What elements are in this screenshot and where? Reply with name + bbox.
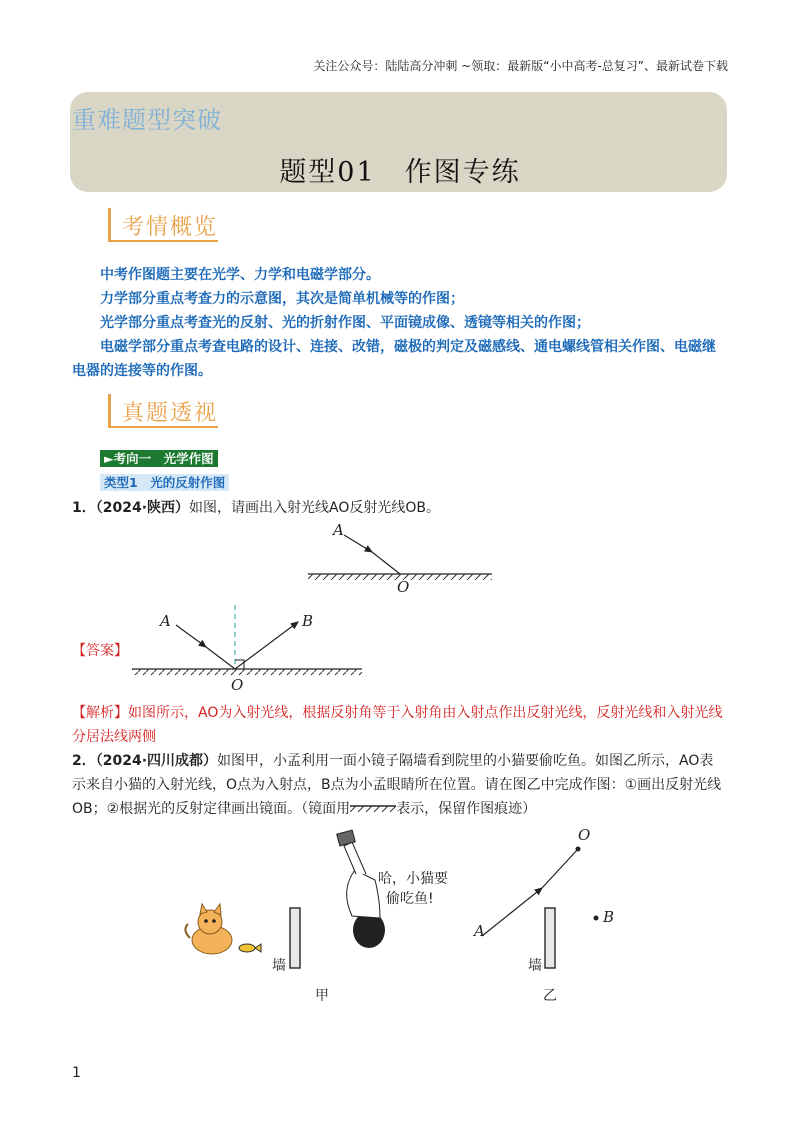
section-title-overview: 考情概览 — [122, 215, 219, 240]
wall-label: 墙 — [528, 958, 542, 974]
question-text: 如图甲，小孟利用一面小镜子隔墙看到院里的小猫要偷吃鱼。如图乙所示，AO表 — [217, 753, 714, 769]
speech-line: 偷吃鱼! — [386, 891, 434, 907]
section-title-real-questions: 真题透视 — [122, 401, 219, 426]
question-text: 示来自小猫的入射光线，O点为入射点，B点为小孟眼睛所在位置。请在图乙中完成作图：①画出反射光线 — [72, 777, 722, 793]
incident-ray-1 — [482, 888, 542, 936]
section-bar — [108, 394, 111, 428]
analysis-label: 【解析】 — [72, 705, 128, 721]
overview-line: 中考作图题主要在光学、力学和电磁学部分。 — [100, 267, 380, 283]
header-note: 关注公众号：陆陆高分冲刺 ~领取：最新版“小中高考-总复习”、最新试卷下载 — [313, 59, 728, 73]
label-O: O — [578, 826, 591, 844]
label-B: B — [603, 908, 615, 926]
mirror-hatch — [132, 669, 362, 675]
incident-ray-1 — [344, 535, 372, 552]
figure-caption: 甲 — [315, 988, 329, 1004]
question-text-part: 表示，保留作图痕迹） — [396, 801, 537, 817]
reflected-ray — [235, 622, 298, 669]
page-number: 1 — [72, 1065, 81, 1081]
wall-yi — [545, 908, 555, 968]
overview-line: 电器的连接等的作图。 — [72, 363, 212, 379]
question-source: （2024·四川成都） — [95, 753, 218, 769]
question-number: 1． — [72, 500, 96, 516]
label-A: A — [474, 922, 485, 940]
mirror-symbol-icon — [350, 804, 396, 814]
fish-icon — [239, 944, 261, 952]
answer-label: 【答案】 — [72, 643, 128, 659]
label-B: B — [302, 612, 314, 630]
page-title: 题型01 作图专练 — [279, 157, 521, 188]
question-source: （2024·陕西） — [95, 500, 190, 516]
incident-ray-2 — [542, 849, 578, 888]
question-number: 2． — [72, 753, 96, 769]
overview-line: 力学部分重点考查力的示意图，其次是简单机械等的作图； — [100, 291, 464, 307]
analysis — [72, 702, 742, 725]
question-text: 如图，请画出入射光线AO反射光线OB。 — [189, 500, 441, 516]
incident-ray-1 — [176, 625, 206, 647]
direction-tag: ►考向一 光学作图 — [100, 450, 218, 467]
question-2 — [72, 750, 742, 773]
analysis-text: 如图所示，AO为入射光线，根据反射角等于入射角由入射点作出反射光线，反射光线和入射光线 — [128, 705, 723, 721]
label-O: O — [397, 578, 410, 596]
figure-caption: 乙 — [543, 988, 557, 1004]
point-O — [576, 847, 581, 852]
section-bar — [108, 208, 111, 242]
label-A: A — [160, 612, 171, 630]
label-A: A — [333, 521, 344, 539]
overview-line: 光学部分重点考查光的反射、光的折射作图、平面镜成像、透镜等相关的作图； — [100, 315, 590, 331]
overview-line: 电磁学部分重点考查电路的设计、连接、改错，磁极的判定及磁感线、通电螺线管相关作图、电磁继 — [100, 339, 716, 355]
figure-yi — [470, 830, 620, 980]
question-text-part: OB；②根据光的反射定律画出镜面。（镜面用 — [72, 801, 351, 817]
type-tag: 类型1 光的反射作图 — [100, 474, 229, 491]
wall-jia — [290, 908, 300, 968]
analysis-text: 分居法线两侧 — [72, 729, 156, 745]
point-B — [594, 916, 599, 921]
label-O: O — [231, 676, 244, 694]
cat-icon — [185, 904, 232, 954]
question-text — [72, 798, 742, 821]
banner-tag: 重难题型突破 — [72, 106, 222, 134]
incident-ray-2 — [206, 647, 235, 669]
incident-ray-2 — [372, 552, 400, 574]
speech-line: 哈，小猫要 — [378, 871, 448, 887]
wall-label: 墙 — [272, 958, 286, 974]
